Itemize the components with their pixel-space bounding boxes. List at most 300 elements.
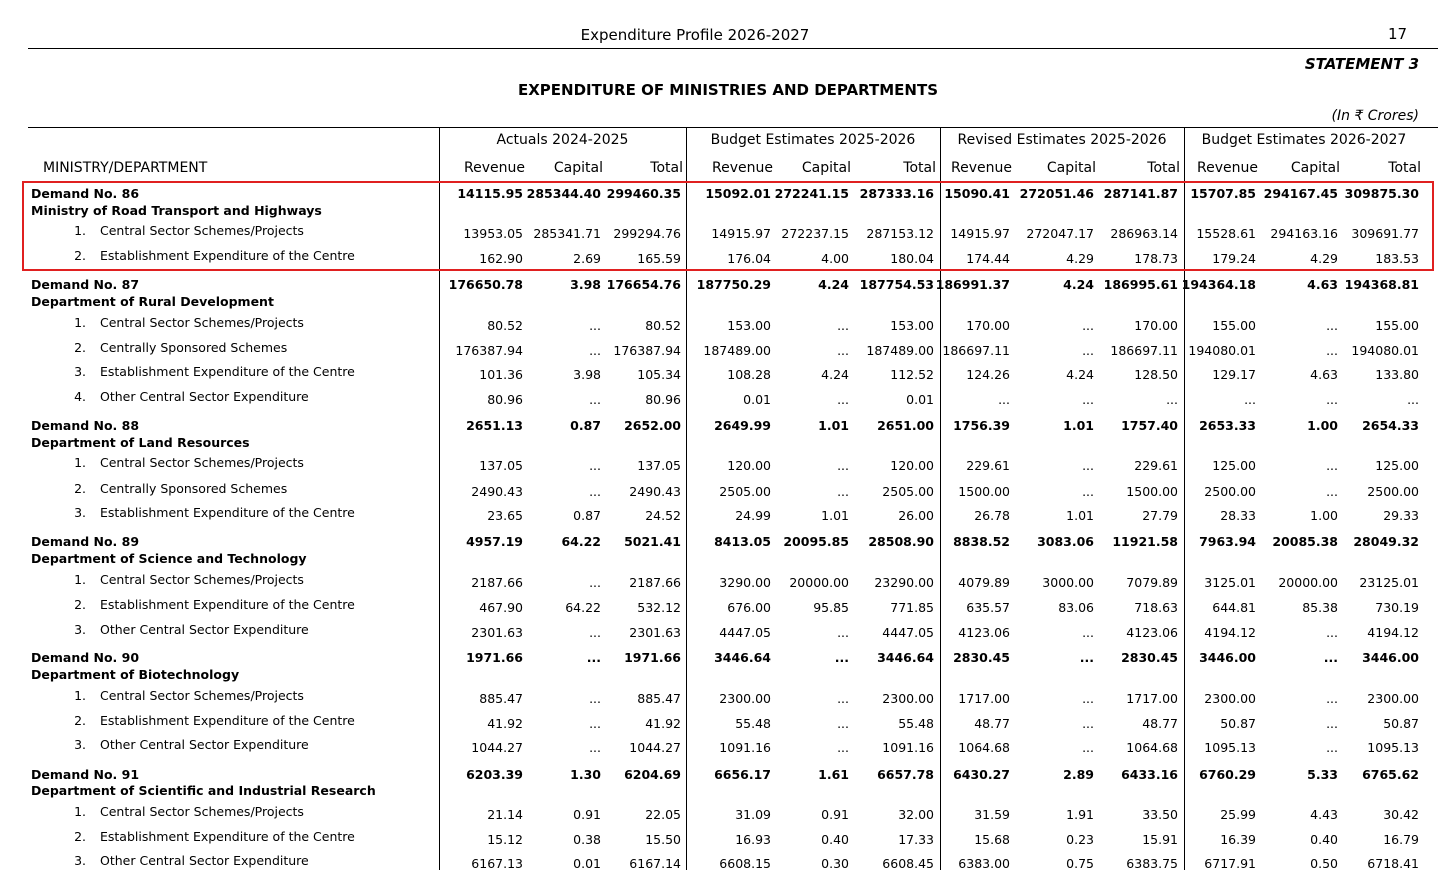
cell-total: 4447.05 bbox=[882, 625, 934, 640]
item-name: Central Sector Schemes/Projects bbox=[100, 688, 304, 703]
cell-capital: ... bbox=[589, 318, 601, 333]
cell-revenue: 4957.19 bbox=[466, 534, 523, 549]
cell-total: 170.00 bbox=[1134, 318, 1178, 333]
table-row bbox=[0, 455, 1456, 480]
cell-capital: 1.91 bbox=[1066, 807, 1094, 822]
cell-revenue: 3446.00 bbox=[1199, 650, 1256, 665]
cell-total: 48.77 bbox=[1142, 716, 1178, 731]
cell-revenue: 1091.16 bbox=[719, 740, 771, 755]
cell-total: 187489.00 bbox=[866, 343, 934, 358]
item-name: Centrally Sponsored Schemes bbox=[100, 481, 288, 496]
table-row bbox=[0, 804, 1456, 829]
cell-total: 28049.32 bbox=[1353, 534, 1419, 549]
item-number: 2. bbox=[74, 597, 86, 612]
cell-capital: 0.75 bbox=[1066, 856, 1094, 871]
cell-total: 26.00 bbox=[898, 508, 934, 523]
cell-total: 2500.00 bbox=[1367, 484, 1419, 499]
item-name: Central Sector Schemes/Projects bbox=[100, 804, 304, 819]
cell-capital: 0.87 bbox=[570, 418, 601, 433]
table-row bbox=[0, 829, 1456, 854]
item-name: Central Sector Schemes/Projects bbox=[100, 455, 304, 470]
cell-total: 183.53 bbox=[1375, 251, 1419, 266]
units-note: (In ₹ Crores) bbox=[1331, 108, 1419, 124]
cell-revenue: 2653.33 bbox=[1199, 418, 1256, 433]
item-number: 4. bbox=[74, 389, 86, 404]
cell-revenue: 0.01 bbox=[743, 392, 771, 407]
cell-revenue: 3290.00 bbox=[719, 575, 771, 590]
cell-revenue: 6760.29 bbox=[1199, 767, 1256, 782]
cell-total: 125.00 bbox=[1375, 458, 1419, 473]
cell-revenue: 2490.43 bbox=[471, 484, 523, 499]
cell-revenue: 676.00 bbox=[727, 600, 771, 615]
cell-capital: 1.01 bbox=[1066, 508, 1094, 523]
cell-total: 6383.75 bbox=[1126, 856, 1178, 871]
cell-capital: ... bbox=[589, 458, 601, 473]
cell-capital: 1.00 bbox=[1310, 508, 1338, 523]
cell-total: ... bbox=[1407, 392, 1419, 407]
demand-label: Demand No. 88 bbox=[31, 418, 140, 433]
cell-capital: ... bbox=[837, 484, 849, 499]
department-name: Department of Land Resources bbox=[31, 435, 250, 450]
column-header-capital: Capital bbox=[553, 160, 603, 176]
cell-revenue: 4123.06 bbox=[958, 625, 1010, 640]
department-name: Department of Rural Development bbox=[31, 294, 274, 309]
item-name: Central Sector Schemes/Projects bbox=[100, 315, 304, 330]
cell-total: 128.50 bbox=[1134, 367, 1178, 382]
item-name: Establishment Expenditure of the Centre bbox=[100, 829, 355, 844]
table-row bbox=[0, 622, 1456, 647]
cell-revenue: 1500.00 bbox=[958, 484, 1010, 499]
cell-capital: 0.23 bbox=[1066, 832, 1094, 847]
cell-total: 153.00 bbox=[890, 318, 934, 333]
cell-total: 112.52 bbox=[890, 367, 934, 382]
cell-capital: 4.63 bbox=[1307, 277, 1338, 292]
cell-total: 3446.64 bbox=[877, 650, 934, 665]
column-header-total: Total bbox=[650, 160, 683, 176]
cell-capital: 285344.40 bbox=[526, 186, 601, 201]
cell-revenue: 3125.01 bbox=[1204, 575, 1256, 590]
cell-revenue: 14915.97 bbox=[950, 226, 1010, 241]
cell-total: 299460.35 bbox=[606, 186, 681, 201]
item-number: 1. bbox=[74, 315, 86, 330]
cell-revenue: 16.93 bbox=[735, 832, 771, 847]
cell-total: 309691.77 bbox=[1351, 226, 1419, 241]
cell-total: 2490.43 bbox=[629, 484, 681, 499]
highlight-box bbox=[22, 181, 1434, 271]
cell-total: 23125.01 bbox=[1359, 575, 1419, 590]
cell-capital: 272051.46 bbox=[1019, 186, 1094, 201]
cell-total: ... bbox=[1166, 392, 1178, 407]
cell-capital: 294167.45 bbox=[1263, 186, 1338, 201]
item-number: 1. bbox=[74, 223, 86, 238]
cell-total: 2654.33 bbox=[1362, 418, 1419, 433]
cell-capital: ... bbox=[837, 625, 849, 640]
cell-revenue: 174.44 bbox=[966, 251, 1010, 266]
column-header-revenue: Revenue bbox=[464, 160, 525, 176]
item-name: Other Central Sector Expenditure bbox=[100, 622, 309, 637]
cell-total: 6433.16 bbox=[1121, 767, 1178, 782]
cell-total: 2300.00 bbox=[1367, 691, 1419, 706]
cell-revenue: 108.28 bbox=[727, 367, 771, 382]
cell-total: 80.52 bbox=[645, 318, 681, 333]
cell-total: 194080.01 bbox=[1351, 343, 1419, 358]
cell-capital: ... bbox=[1326, 716, 1338, 731]
cell-revenue: 6203.39 bbox=[466, 767, 523, 782]
group-header-actuals: Actuals 2024-2025 bbox=[496, 132, 629, 148]
table-row bbox=[0, 737, 1456, 762]
item-number: 3. bbox=[74, 622, 86, 637]
statement-label: STATEMENT 3 bbox=[1304, 55, 1419, 73]
item-name: Establishment Expenditure of the Centre bbox=[100, 248, 355, 263]
document-title: Expenditure Profile 2026-2027 bbox=[580, 26, 810, 44]
cell-capital: ... bbox=[1082, 458, 1094, 473]
column-header-revenue: Revenue bbox=[712, 160, 773, 176]
item-number: 2. bbox=[74, 248, 86, 263]
cell-revenue: 153.00 bbox=[727, 318, 771, 333]
column-header-total: Total bbox=[1388, 160, 1421, 176]
cell-total: 6657.78 bbox=[877, 767, 934, 782]
page-number: 17 bbox=[1388, 25, 1408, 43]
cell-total: 4123.06 bbox=[1126, 625, 1178, 640]
cell-revenue: 26.78 bbox=[974, 508, 1010, 523]
cell-total: 7079.89 bbox=[1126, 575, 1178, 590]
cell-capital: 0.01 bbox=[573, 856, 601, 871]
cell-total: 1044.27 bbox=[629, 740, 681, 755]
cell-capital: ... bbox=[1082, 740, 1094, 755]
cell-revenue: 6167.13 bbox=[471, 856, 523, 871]
cell-capital: 20000.00 bbox=[1278, 575, 1338, 590]
cell-total: 2652.00 bbox=[624, 418, 681, 433]
cell-total: 22.05 bbox=[645, 807, 681, 822]
cell-revenue: 176650.78 bbox=[448, 277, 523, 292]
cell-capital: 0.40 bbox=[821, 832, 849, 847]
demand-label: Demand No. 87 bbox=[31, 277, 140, 292]
item-name: Establishment Expenditure of the Centre bbox=[100, 713, 355, 728]
cell-revenue: 80.96 bbox=[487, 392, 523, 407]
cell-total: 178.73 bbox=[1134, 251, 1178, 266]
cell-revenue: 885.47 bbox=[479, 691, 523, 706]
cell-capital: ... bbox=[834, 650, 849, 665]
cell-total: 229.61 bbox=[1134, 458, 1178, 473]
cell-total: 6718.41 bbox=[1367, 856, 1419, 871]
cell-revenue: 194080.01 bbox=[1188, 343, 1256, 358]
cell-total: 287141.87 bbox=[1103, 186, 1178, 201]
cell-total: 287333.16 bbox=[859, 186, 934, 201]
department-name: Department of Biotechnology bbox=[31, 667, 240, 682]
column-header-total: Total bbox=[1147, 160, 1180, 176]
cell-capital: 1.61 bbox=[818, 767, 849, 782]
cell-capital: ... bbox=[837, 740, 849, 755]
item-number: 2. bbox=[74, 829, 86, 844]
cell-capital: 1.00 bbox=[1307, 418, 1338, 433]
item-name: Establishment Expenditure of the Centre bbox=[100, 505, 355, 520]
cell-total: 186995.61 bbox=[1103, 277, 1178, 292]
cell-capital: 4.00 bbox=[821, 251, 849, 266]
cell-capital: 285341.71 bbox=[533, 226, 601, 241]
cell-revenue: 24.99 bbox=[735, 508, 771, 523]
cell-revenue: 4447.05 bbox=[719, 625, 771, 640]
cell-revenue: 101.36 bbox=[479, 367, 523, 382]
cell-revenue: 31.09 bbox=[735, 807, 771, 822]
cell-capital: 1.01 bbox=[818, 418, 849, 433]
cell-total: 137.05 bbox=[637, 458, 681, 473]
cell-capital: 272237.15 bbox=[781, 226, 849, 241]
cell-revenue: 7963.94 bbox=[1199, 534, 1256, 549]
cell-total: 1095.13 bbox=[1367, 740, 1419, 755]
cell-total: 50.87 bbox=[1383, 716, 1419, 731]
cell-revenue: 3446.64 bbox=[714, 650, 771, 665]
cell-revenue: 14915.97 bbox=[711, 226, 771, 241]
cell-total: 24.52 bbox=[645, 508, 681, 523]
cell-total: 6204.69 bbox=[624, 767, 681, 782]
cell-total: 771.85 bbox=[890, 600, 934, 615]
cell-capital: ... bbox=[589, 716, 601, 731]
cell-total: 1757.40 bbox=[1121, 418, 1178, 433]
cell-revenue: 13953.05 bbox=[463, 226, 523, 241]
cell-revenue: 41.92 bbox=[487, 716, 523, 731]
cell-capital: 0.87 bbox=[573, 508, 601, 523]
cell-total: 23290.00 bbox=[874, 575, 934, 590]
table-title: EXPENDITURE OF MINISTRIES AND DEPARTMENTS bbox=[518, 81, 938, 99]
cell-revenue: 8838.52 bbox=[953, 534, 1010, 549]
cell-revenue: 194364.18 bbox=[1181, 277, 1256, 292]
cell-revenue: 23.65 bbox=[487, 508, 523, 523]
cell-total: 1091.16 bbox=[882, 740, 934, 755]
cell-total: 55.48 bbox=[898, 716, 934, 731]
cell-revenue: 186991.37 bbox=[935, 277, 1010, 292]
cell-revenue: 2300.00 bbox=[1204, 691, 1256, 706]
department-name: Ministry of Road Transport and Highways bbox=[31, 203, 322, 218]
cell-total: 33.50 bbox=[1142, 807, 1178, 822]
cell-capital: 20085.38 bbox=[1272, 534, 1338, 549]
item-name: Establishment Expenditure of the Centre bbox=[100, 364, 355, 379]
cell-capital: 83.06 bbox=[1058, 600, 1094, 615]
cell-capital: ... bbox=[837, 392, 849, 407]
item-number: 1. bbox=[74, 455, 86, 470]
cell-revenue: 155.00 bbox=[1212, 318, 1256, 333]
cell-revenue: 120.00 bbox=[727, 458, 771, 473]
cell-capital: ... bbox=[1326, 392, 1338, 407]
item-name: Central Sector Schemes/Projects bbox=[100, 572, 304, 587]
cell-total: 41.92 bbox=[645, 716, 681, 731]
cell-revenue: 186697.11 bbox=[942, 343, 1010, 358]
cell-capital: ... bbox=[837, 318, 849, 333]
column-header-capital: Capital bbox=[1046, 160, 1096, 176]
cell-total: 1971.66 bbox=[624, 650, 681, 665]
cell-revenue: 55.48 bbox=[735, 716, 771, 731]
cell-revenue: 1064.68 bbox=[958, 740, 1010, 755]
cell-total: 15.50 bbox=[645, 832, 681, 847]
cell-capital: ... bbox=[1326, 318, 1338, 333]
table-row bbox=[0, 688, 1456, 713]
cell-total: 28508.90 bbox=[868, 534, 934, 549]
item-number: 1. bbox=[74, 572, 86, 587]
cell-total: 15.91 bbox=[1142, 832, 1178, 847]
cell-total: 1717.00 bbox=[1126, 691, 1178, 706]
cell-revenue: 644.81 bbox=[1212, 600, 1256, 615]
cell-total: 155.00 bbox=[1375, 318, 1419, 333]
cell-revenue: 2500.00 bbox=[1204, 484, 1256, 499]
cell-revenue: 1717.00 bbox=[958, 691, 1010, 706]
cell-capital: 294163.16 bbox=[1270, 226, 1338, 241]
department-name: Department of Scientific and Industrial Research bbox=[31, 783, 376, 798]
cell-capital: ... bbox=[1082, 484, 1094, 499]
cell-total: 286963.14 bbox=[1110, 226, 1178, 241]
cell-total: 1500.00 bbox=[1126, 484, 1178, 499]
cell-capital: ... bbox=[586, 650, 601, 665]
cell-revenue: 229.61 bbox=[966, 458, 1010, 473]
cell-capital: ... bbox=[1326, 740, 1338, 755]
cell-capital: ... bbox=[1326, 458, 1338, 473]
cell-total: 1064.68 bbox=[1126, 740, 1178, 755]
cell-total: 5021.41 bbox=[624, 534, 681, 549]
cell-capital: 1.01 bbox=[1063, 418, 1094, 433]
cell-capital: 1.30 bbox=[570, 767, 601, 782]
cell-revenue: 2651.13 bbox=[466, 418, 523, 433]
cell-capital: 3.98 bbox=[573, 367, 601, 382]
cell-revenue: 176387.94 bbox=[455, 343, 523, 358]
cell-capital: 4.24 bbox=[1066, 367, 1094, 382]
cell-capital: ... bbox=[589, 740, 601, 755]
cell-total: 32.00 bbox=[898, 807, 934, 822]
cell-revenue: 6383.00 bbox=[958, 856, 1010, 871]
cell-capital: 1.01 bbox=[821, 508, 849, 523]
cell-capital: ... bbox=[1082, 716, 1094, 731]
cell-revenue: 15.68 bbox=[974, 832, 1010, 847]
item-number: 1. bbox=[74, 804, 86, 819]
column-header-ministry: MINISTRY/DEPARTMENT bbox=[43, 160, 208, 176]
cell-total: 718.63 bbox=[1134, 600, 1178, 615]
cell-total: 194368.81 bbox=[1344, 277, 1419, 292]
demand-label: Demand No. 89 bbox=[31, 534, 140, 549]
cell-total: 27.79 bbox=[1142, 508, 1178, 523]
cell-revenue: 8413.05 bbox=[714, 534, 771, 549]
cell-capital: 272241.15 bbox=[774, 186, 849, 201]
cell-revenue: 2300.00 bbox=[719, 691, 771, 706]
cell-revenue: 48.77 bbox=[974, 716, 1010, 731]
cell-total: 186697.11 bbox=[1110, 343, 1178, 358]
cell-total: 29.33 bbox=[1383, 508, 1419, 523]
cell-capital: ... bbox=[1326, 484, 1338, 499]
cell-revenue: 170.00 bbox=[966, 318, 1010, 333]
cell-capital: ... bbox=[1079, 650, 1094, 665]
cell-total: 730.19 bbox=[1375, 600, 1419, 615]
cell-total: 120.00 bbox=[890, 458, 934, 473]
cell-capital: 0.40 bbox=[1310, 832, 1338, 847]
column-header-capital: Capital bbox=[801, 160, 851, 176]
cell-revenue: 80.52 bbox=[487, 318, 523, 333]
cell-total: 2301.63 bbox=[629, 625, 681, 640]
cell-capital: 3000.00 bbox=[1042, 575, 1094, 590]
cell-revenue: 129.17 bbox=[1212, 367, 1256, 382]
cell-revenue: 6656.17 bbox=[714, 767, 771, 782]
cell-capital: 64.22 bbox=[561, 534, 601, 549]
cell-capital: ... bbox=[1326, 691, 1338, 706]
cell-total: 2187.66 bbox=[629, 575, 681, 590]
cell-revenue: 124.26 bbox=[966, 367, 1010, 382]
table-row bbox=[0, 505, 1456, 530]
department-name: Department of Science and Technology bbox=[31, 551, 307, 566]
cell-capital: ... bbox=[837, 716, 849, 731]
cell-total: 180.04 bbox=[890, 251, 934, 266]
demand-label: Demand No. 86 bbox=[31, 186, 140, 201]
cell-capital: ... bbox=[1082, 392, 1094, 407]
cell-revenue: 15092.01 bbox=[705, 186, 771, 201]
cell-capital: ... bbox=[589, 343, 601, 358]
cell-revenue: 15707.85 bbox=[1190, 186, 1256, 201]
cell-total: 16.79 bbox=[1383, 832, 1419, 847]
item-number: 1. bbox=[74, 688, 86, 703]
demand-label: Demand No. 91 bbox=[31, 767, 140, 782]
cell-capital: 3.98 bbox=[570, 277, 601, 292]
table-row bbox=[0, 389, 1456, 414]
cell-revenue: 28.33 bbox=[1220, 508, 1256, 523]
cell-capital: 0.91 bbox=[821, 807, 849, 822]
cell-capital: ... bbox=[589, 625, 601, 640]
cell-revenue: 2187.66 bbox=[471, 575, 523, 590]
table-row bbox=[0, 853, 1456, 878]
cell-total: 133.80 bbox=[1375, 367, 1419, 382]
cell-capital: 2.89 bbox=[1063, 767, 1094, 782]
cell-capital: ... bbox=[1323, 650, 1338, 665]
cell-capital: ... bbox=[589, 392, 601, 407]
cell-revenue: 176.04 bbox=[727, 251, 771, 266]
table-row bbox=[0, 481, 1456, 506]
group-header-re-2025: Revised Estimates 2025-2026 bbox=[957, 132, 1167, 148]
cell-total: 80.96 bbox=[645, 392, 681, 407]
cell-revenue: 6717.91 bbox=[1204, 856, 1256, 871]
cell-capital: 272047.17 bbox=[1026, 226, 1094, 241]
cell-total: 105.34 bbox=[637, 367, 681, 382]
cell-total: 299294.76 bbox=[613, 226, 681, 241]
item-name: Other Central Sector Expenditure bbox=[100, 737, 309, 752]
item-number: 3. bbox=[74, 853, 86, 868]
cell-revenue: ... bbox=[998, 392, 1010, 407]
cell-capital: 4.29 bbox=[1066, 251, 1094, 266]
cell-revenue: 2830.45 bbox=[953, 650, 1010, 665]
cell-revenue: 2301.63 bbox=[471, 625, 523, 640]
cell-total: 2505.00 bbox=[882, 484, 934, 499]
cell-revenue: 1095.13 bbox=[1204, 740, 1256, 755]
cell-total: 17.33 bbox=[898, 832, 934, 847]
item-name: Establishment Expenditure of the Centre bbox=[100, 597, 355, 612]
cell-total: 0.01 bbox=[906, 392, 934, 407]
cell-revenue: 15.12 bbox=[487, 832, 523, 847]
cell-capital: ... bbox=[589, 691, 601, 706]
cell-capital: 85.38 bbox=[1302, 600, 1338, 615]
cell-capital: ... bbox=[837, 458, 849, 473]
cell-capital: 0.50 bbox=[1310, 856, 1338, 871]
cell-total: 176387.94 bbox=[613, 343, 681, 358]
cell-revenue: 14115.95 bbox=[457, 186, 523, 201]
cell-revenue: 2649.99 bbox=[714, 418, 771, 433]
cell-total: 885.47 bbox=[637, 691, 681, 706]
cell-capital: 4.24 bbox=[1063, 277, 1094, 292]
cell-capital: ... bbox=[1326, 625, 1338, 640]
cell-capital: 3083.06 bbox=[1037, 534, 1094, 549]
table-row bbox=[0, 597, 1456, 622]
cell-revenue: ... bbox=[1244, 392, 1256, 407]
cell-total: 165.59 bbox=[637, 251, 681, 266]
demand-label: Demand No. 90 bbox=[31, 650, 140, 665]
cell-capital: 95.85 bbox=[813, 600, 849, 615]
cell-capital: ... bbox=[1326, 343, 1338, 358]
column-header-capital: Capital bbox=[1290, 160, 1340, 176]
cell-capital: 5.33 bbox=[1307, 767, 1338, 782]
cell-revenue: 162.90 bbox=[479, 251, 523, 266]
cell-capital: 0.38 bbox=[573, 832, 601, 847]
cell-total: 2651.00 bbox=[877, 418, 934, 433]
